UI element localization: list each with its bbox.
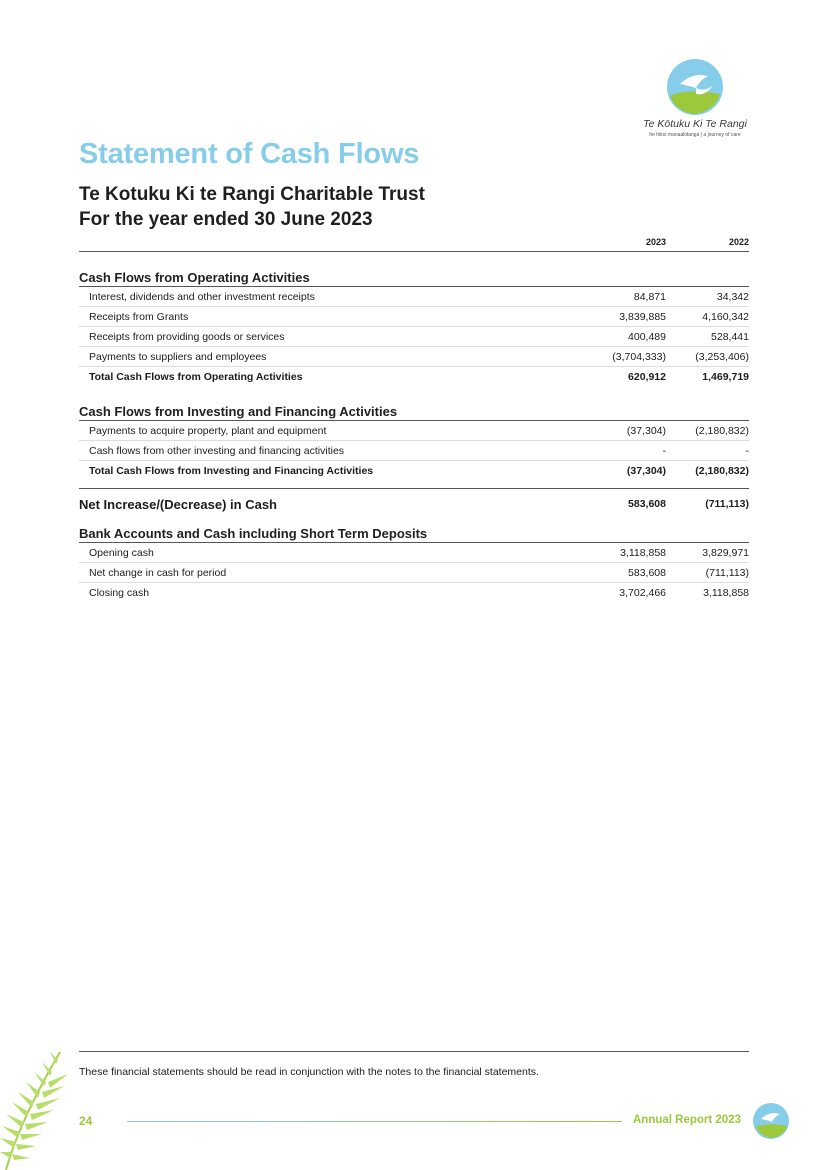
table-row: Receipts from Grants 3,839,885 4,160,342 [79,307,749,327]
page-number: 24 [79,1114,93,1128]
table-row: Opening cash 3,118,858 3,829,971 [79,543,749,563]
table-row: Net change in cash for period 583,608 (711,113) [79,563,749,583]
table-row: Closing cash 3,702,466 3,118,858 [89,587,749,599]
footer-rule [127,1121,622,1122]
year-header-2022: 2022 [728,237,749,247]
table-row: Interest, dividends and other investment receipts 84,871 34,342 [79,287,749,307]
footnote-divider [79,1051,749,1052]
kotuku-small-logo-icon [752,1102,790,1140]
year-header-2023: 2023 [645,237,666,247]
table-row: Receipts from providing goods or services 400,489 528,441 [79,327,749,347]
year-header-row [79,232,749,252]
period-line: For the year ended 30 June 2023 [79,209,373,230]
organisation-logo [640,58,750,142]
cash-flow-table [79,232,749,602]
net-change-row: Net Increase/(Decrease) in Cash 583,608 (711,113) [79,488,749,518]
kotuku-logo-icon [666,58,724,116]
trust-name: Te Kotuku Ki te Rangi Charitable Trust [79,184,425,205]
footer-label: Annual Report 2023 [633,1114,741,1126]
table-row: Cash flows from other investing and financing activities - - [79,441,749,461]
logo-tagline: he hikoi manaakitanga | a journey of care [649,132,741,138]
table-row: Payments to suppliers and employees (3,704,333) (3,253,406) [79,347,749,367]
section-heading-operating: Cash Flows from Operating Activities [79,266,749,287]
logo-name: Te Kōtuku Ki Te Rangi [643,118,747,130]
table-row: Payments to acquire property, plant and equipment (37,304) (2,180,832) [79,421,749,441]
total-row-operating: Total Cash Flows from Operating Activities 620,912 1,469,719 [89,371,749,383]
section-heading-bank: Bank Accounts and Cash including Short Term Deposits [79,522,749,543]
page-title: Statement of Cash Flows [79,138,420,170]
footnote: These financial statements should be read in conjunction with the notes to the financial statements. [79,1066,539,1078]
fern-decoration-icon [0,1040,70,1170]
total-row-investing: Total Cash Flows from Investing and Financing Activities (37,304) (2,180,832) [89,465,749,477]
section-heading-investing: Cash Flows from Investing and Financing Activities [79,400,749,421]
